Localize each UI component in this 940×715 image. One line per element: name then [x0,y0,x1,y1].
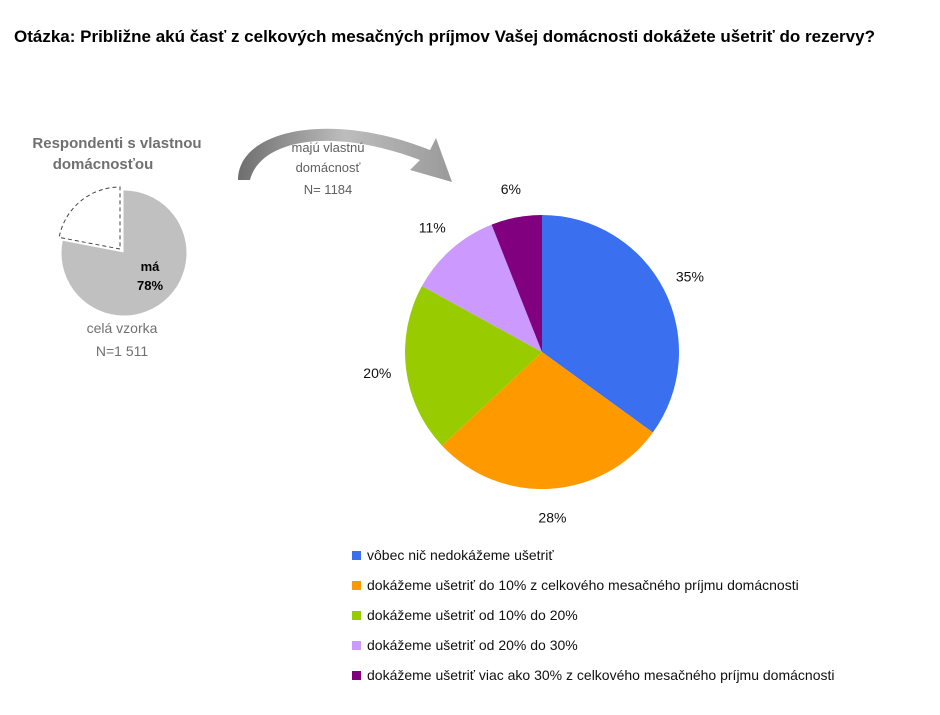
small-pie-chart [59,187,186,315]
arrow-caption-line1: majú vlastnú [291,140,365,155]
question-title: Otázka: Približne akú časť z celkových mesačných príjmov Vašej domácnosti dokážete ušetriť do rezervy? [14,27,875,46]
small-chart-title-line2: domácnosťou [52,156,154,173]
legend-swatch [352,581,361,590]
legend-item [352,570,834,600]
main-pie-chart [405,215,679,489]
pie-data-label: 35% [675,268,704,285]
legend-label: dokážeme ušetriť viac ako 30% z celkového mesačného príjmu domácnosti [367,667,835,683]
legend-item [352,600,834,630]
legend-swatch [352,641,361,650]
legend-swatch [352,671,361,680]
pie-data-label: 20% [363,364,392,381]
legend-label: dokážeme ušetriť do 10% z celkového mesačného príjmu domácnosti [367,577,799,593]
legend-label: dokážeme ušetriť od 20% do 30% [367,637,578,653]
legend-swatch [352,611,361,620]
legend-swatch [352,551,361,560]
small-chart-caption-line2: N=1 511 [95,343,149,359]
pie-data-label: 11% [418,219,446,236]
pie-data-label: 6% [500,180,522,197]
small-chart-caption-line1: celá vzorka [86,320,158,336]
legend-label: dokážeme ušetriť od 10% do 20% [367,607,578,623]
legend-label: vôbec nič nedokážeme ušetriť [367,547,554,563]
small-slice-label: má [140,259,160,274]
arrow-caption-line3: N= 1184 [303,182,353,197]
legend-item [352,630,834,660]
small-pie-slice [59,187,120,249]
small-chart-title-line1: Respondenti s vlastnou [32,135,202,152]
arrow-caption-line2: domácnosť [295,160,361,175]
pie-data-label: 28% [538,509,567,526]
legend-item [352,540,834,570]
small-slice-value-label: 78% [136,278,164,293]
legend-item [352,660,834,690]
chart-legend [352,540,834,690]
